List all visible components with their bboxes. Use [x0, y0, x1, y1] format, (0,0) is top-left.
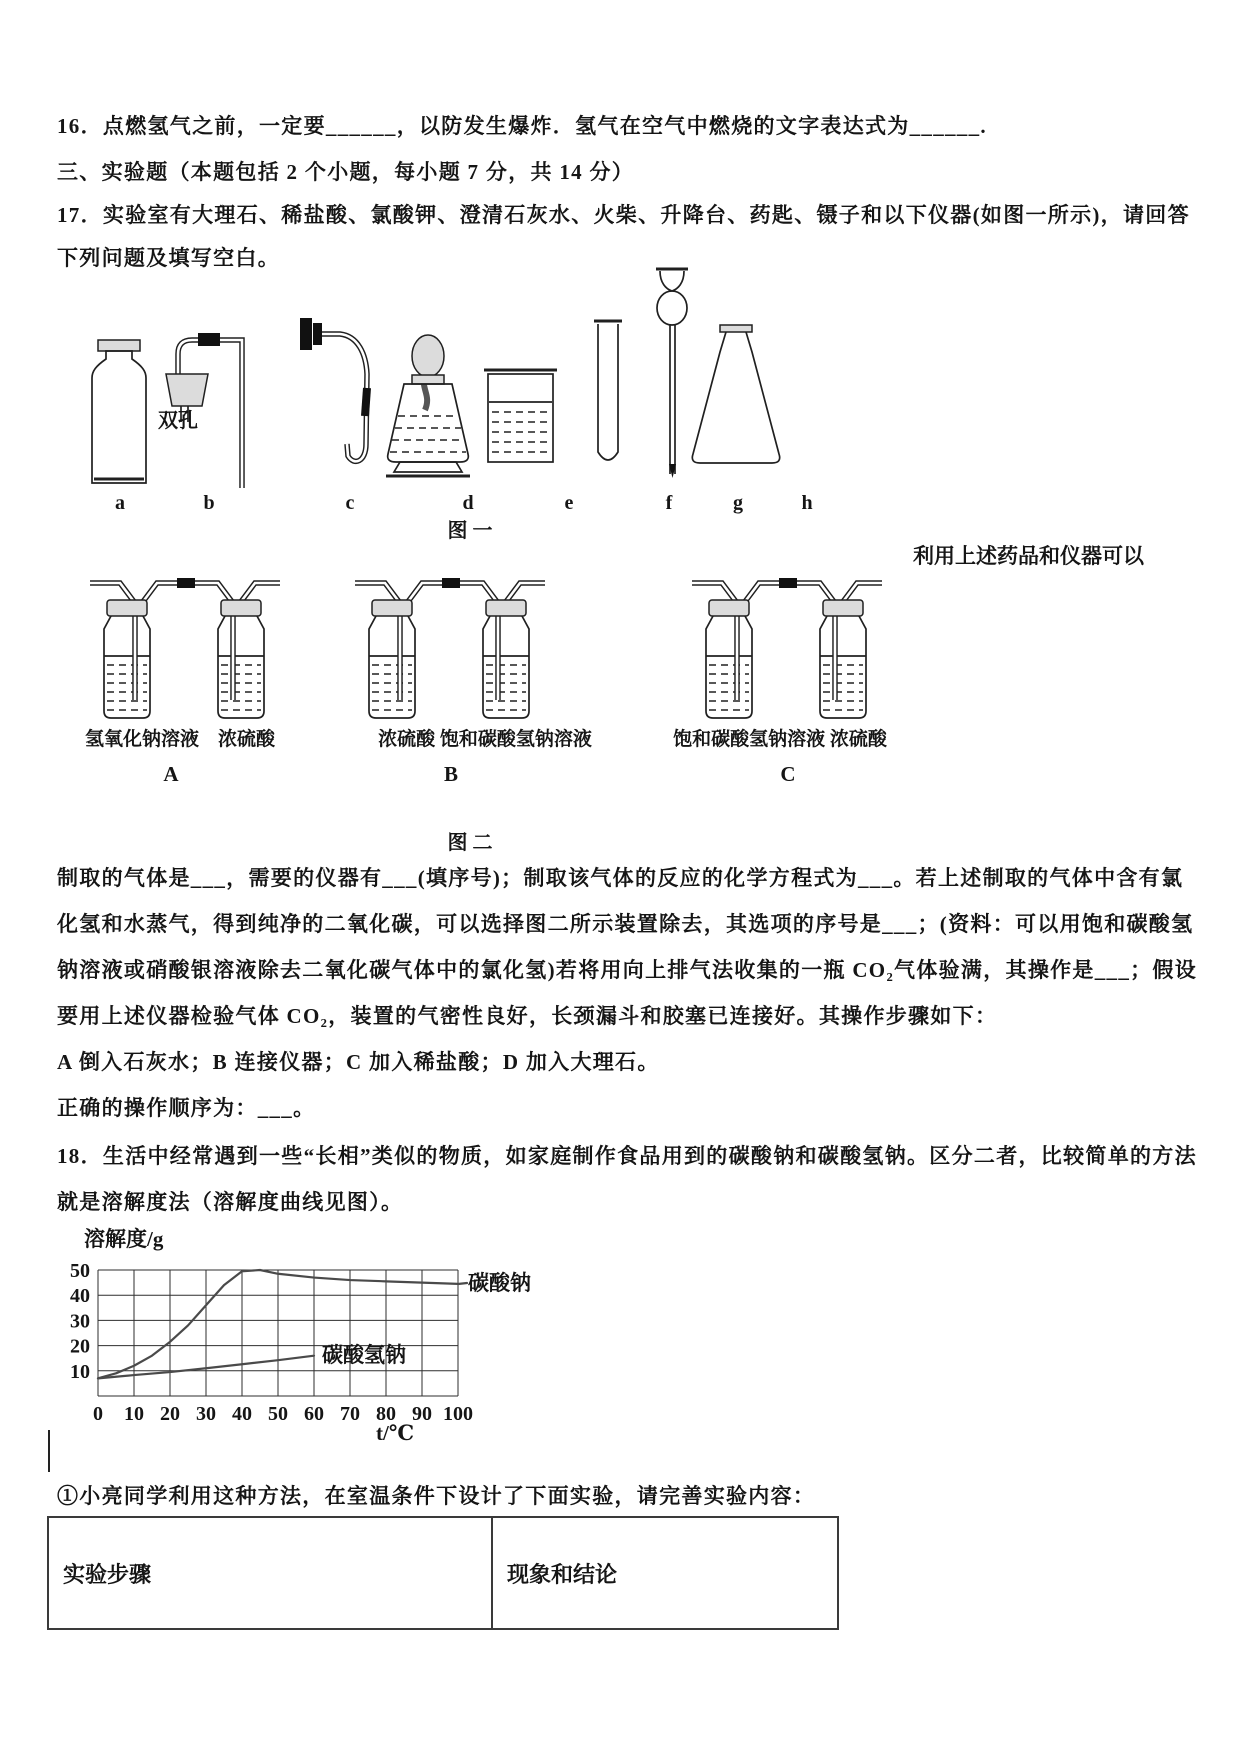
svg-text:20: 20 [160, 1403, 180, 1425]
water-trough-e [484, 370, 557, 462]
table-header-results [493, 1518, 837, 1628]
q18-note-line: ①小亮同学利用这种方法，在室温条件下设计了下面实验，请完善实验内容： [57, 1484, 816, 1508]
apparatus-label-c: c [345, 492, 355, 514]
table-header-results-label: 现象和结论 [507, 1561, 618, 1587]
chart-plot-area [70, 1260, 473, 1425]
apparatus-label-g: g [733, 492, 743, 514]
series-label-sodium-bicarbonate: 碳酸氢钠 [322, 1343, 406, 1367]
pair-c-letter: C [780, 762, 796, 786]
question-16-text: 16．点燃氢气之前，一定要______，以防发生爆炸．氢气在空气中燃烧的文字表达式为______. [57, 114, 987, 138]
apparatus-label-a: a [115, 492, 125, 514]
text-cursor-artifact [48, 1430, 50, 1472]
svg-text:50: 50 [70, 1260, 90, 1282]
two-hole-stopper-label: 双孔 [158, 410, 198, 432]
q17-body-line3: 钠溶液或硝酸银溶液除去二氧化碳气体中的氯化氢)若将用向上排气法收集的一瓶 CO₂气体验满，其操作是___；假设 [57, 958, 1198, 982]
alcohol-lamp-d [386, 335, 470, 476]
svg-text:80: 80 [376, 1403, 396, 1425]
q17-body-line1: 制取的气体是___，需要的仪器有___(填序号)；制取该气体的反应的化学方程式为___。若上述制取的气体中含有氯 [57, 866, 1184, 890]
section-3-heading: 三、实验题（本题包括 2 个小题，每小题 7 分，共 14 分） [57, 160, 635, 184]
pair-c-solutions: 饱和碳酸氢钠溶液 浓硫酸 [673, 729, 887, 750]
experiment-table [47, 1516, 839, 1630]
svg-text:40: 40 [70, 1285, 90, 1308]
chart-x-axis-label: t/℃ [376, 1421, 414, 1445]
svg-text:70: 70 [340, 1403, 360, 1425]
long-neck-funnel-g [656, 269, 688, 478]
svg-text:10: 10 [70, 1360, 90, 1383]
q17-body-line4: 要用上述仪器检验气体 CO₂，装置的气密性良好，长颈漏斗和胶塞已连接好。其操作步骤如下： [57, 1004, 998, 1028]
pair-b-solutions: 浓硫酸 饱和碳酸氢钠溶液 [378, 729, 592, 750]
svg-text:60: 60 [304, 1403, 324, 1425]
pair-a-letter: A [163, 762, 179, 786]
gas-collecting-bottle-a [92, 340, 146, 483]
q17-steps-line: A 倒入石灰水；B 连接仪器；C 加入稀盐酸；D 加入大理石。 [57, 1050, 660, 1074]
figure1-caption: 图 一 [447, 520, 493, 542]
table-header-steps [49, 1518, 493, 1628]
apparatus-label-e: e [564, 492, 574, 514]
question-17-line2: 下列问题及填写空白。 [57, 246, 280, 270]
svg-text:100: 100 [443, 1403, 473, 1425]
test-tube-f [594, 321, 622, 460]
svg-text:90: 90 [412, 1403, 432, 1425]
apparatus-label-h: h [801, 492, 813, 514]
question-18-line1: 18．生活中经常遇到一些“长相”类似的物质，如家庭制作食品用到的碳酸钠和碳酸氢钠。区分二者，比较简单的方法 [57, 1144, 1197, 1168]
gas-washing-pair-a [90, 572, 280, 724]
svg-text:30: 30 [70, 1310, 90, 1333]
chart-y-axis-label: 溶解度/g [84, 1227, 164, 1251]
gas-washing-pair-c [692, 572, 882, 724]
pair-b-letter: B [443, 762, 458, 786]
delivery-tube-c [300, 318, 367, 461]
conical-flask-h [692, 325, 779, 463]
svg-text:10: 10 [124, 1403, 144, 1425]
table-header-steps-label: 实验步骤 [63, 1561, 152, 1587]
question-17-line1: 17．实验室有大理石、稀盐酸、氯酸钾、澄清石灰水、火柴、升降台、药匙、镊子和以下仪器(如图一所示)，请回答 [57, 203, 1190, 227]
svg-text:40: 40 [232, 1403, 252, 1425]
pair-a-solutions: 氢氧化钠溶液 浓硫酸 [84, 729, 275, 750]
figure2-caption: 图 二 [447, 832, 493, 854]
svg-text:20: 20 [70, 1335, 90, 1358]
series-label-sodium-carbonate: 碳酸钠 [468, 1271, 531, 1295]
gas-washing-pair-b [355, 572, 545, 724]
apparatus-label-f: f [665, 492, 673, 514]
svg-text:50: 50 [268, 1403, 288, 1425]
q17-order-line: 正确的操作顺序为：___。 [57, 1096, 316, 1120]
aside-text: 利用上述药品和仪器可以 [913, 544, 1144, 568]
solubility-chart [58, 1226, 618, 1476]
svg-text:0: 0 [93, 1403, 103, 1425]
apparatus-label-b: b [203, 492, 215, 514]
svg-text:30: 30 [196, 1403, 216, 1425]
q17-body-line2: 化氢和水蒸气，得到纯净的二氧化碳，可以选择图二所示装置除去，其选项的序号是___；(资料：可以用饱和碳酸氢 [57, 912, 1194, 936]
figure1-apparatus [70, 262, 830, 494]
question-18-line2: 就是溶解度法（溶解度曲线见图）。 [57, 1190, 404, 1214]
apparatus-label-d: d [462, 492, 474, 514]
